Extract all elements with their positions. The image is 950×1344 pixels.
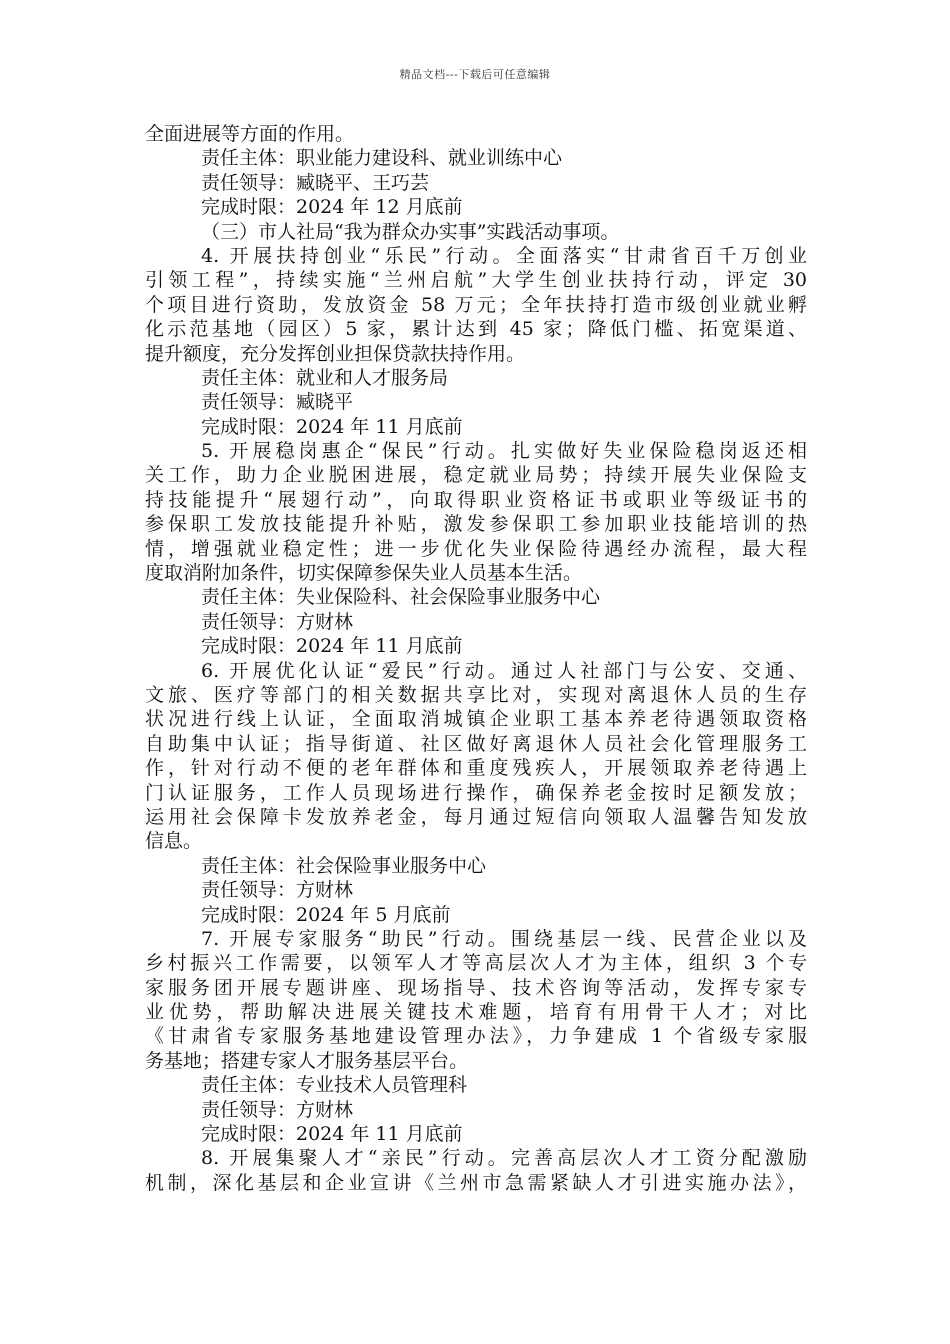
text-line: 责任主体：专业技术人员管理科 — [201, 1074, 468, 1097]
text-line: 5. 开展稳岗惠企“保民”行动。扎实做好失业保险稳岗返还相 — [201, 440, 807, 463]
text-line: 文旅、医疗等部门的相关数据共享比对，实现对离退休人员的生存 — [145, 683, 807, 706]
text-line: 8. 开展集聚人才“亲民”行动。完善高层次人才工资分配激励 — [201, 1147, 807, 1170]
text-line: 状况进行线上认证，全面取消城镇企业职工基本养老待遇领取资格 — [145, 708, 807, 731]
text-line: 务基地；搭建专家人才服务基层平台。 — [145, 1049, 469, 1072]
text-line: 责任主体：失业保险科、社会保险事业服务中心 — [201, 586, 601, 609]
text-line: 完成时限：2024 年 12 月底前 — [201, 196, 463, 219]
text-line: 度取消附加条件，切实保障参保失业人员基本生活。 — [145, 562, 583, 585]
text-line: 家服务团开展专题讲座、现场指导、技术咨询等活动，发挥专家专 — [145, 976, 807, 999]
text-line: 乡村振兴工作需要，以领军人才等高层次人才为主体，组织 3 个专 — [145, 952, 807, 975]
text-line: 自助集中认证；指导街道、社区做好离退休人员社会化管理服务工 — [145, 732, 807, 755]
text-line: 机制，深化基层和企业宣讲《兰州市急需紧缺人才引进实施办法》， — [145, 1171, 807, 1194]
text-line: 6. 开展优化认证“爱民”行动。通过人社部门与公安、交通、 — [201, 659, 807, 682]
text-line: 4. 开展扶持创业“乐民”行动。全面落实“甘肃省百千万创业 — [201, 244, 807, 267]
text-line: 完成时限：2024 年 5 月底前 — [201, 903, 451, 926]
text-line: 提升额度，充分发挥创业担保贷款扶持作用。 — [145, 342, 526, 365]
text-line: 《甘肃省专家服务基地建设管理办法》，力争建成 1 个省级专家服 — [145, 1025, 807, 1048]
text-line: 运用社会保障卡发放养老金，每月通过短信向领取人温馨告知发放 — [145, 805, 807, 828]
text-line: 信息。 — [145, 830, 203, 853]
text-line: 责任领导：方财林 — [201, 610, 354, 633]
text-line: 责任主体：社会保险事业服务中心 — [201, 854, 487, 877]
text-line: 引领工程”，持续实施“兰州启航”大学生创业扶持行动，评定 30 — [145, 269, 807, 292]
text-line: 化示范基地（园区）5 家，累计达到 45 家；降低门槛、拓宽渠道、 — [145, 318, 807, 341]
text-line: 作，针对行动不便的老年群体和重度残疾人，开展领取养老待遇上 — [145, 757, 807, 780]
text-line: 完成时限：2024 年 11 月底前 — [201, 1123, 463, 1146]
text-line: 责任主体：就业和人才服务局 — [201, 366, 449, 389]
text-line: 业优势，帮助解决进展关键技术难题，培育有用骨干人才；对比 — [145, 1001, 807, 1024]
text-line: 责任领导：臧晓平、王巧芸 — [201, 171, 430, 194]
text-line: 责任领导：方财林 — [201, 879, 354, 902]
text-line: 门认证服务，工作人员现场进行操作，确保养老金按时足额发放； — [145, 781, 807, 804]
text-line: 个项目进行资助，发放资金 58 万元；全年扶持打造市级创业就业孵 — [145, 293, 807, 316]
text-line: 责任主体：职业能力建设科、就业训练中心 — [201, 147, 563, 170]
document-body — [145, 122, 807, 1195]
text-line: （三）市人社局“我为群众办实事”实践活动事项。 — [201, 220, 620, 243]
page-header: 精品文档---下载后可任意编辑 — [399, 68, 551, 81]
text-line: 持技能提升“展翅行动”，向取得职业资格证书或职业等级证书的 — [145, 488, 807, 511]
text-line: 全面进展等方面的作用。 — [145, 123, 355, 145]
text-line: 责任领导：方财林 — [201, 1098, 354, 1121]
text-line: 责任领导：臧晓平 — [201, 391, 354, 414]
text-line: 完成时限：2024 年 11 月底前 — [201, 415, 463, 438]
text-line: 7. 开展专家服务“助民”行动。围绕基层一线、民营企业以及 — [201, 927, 807, 950]
text-line: 情，增强就业稳定性；进一步优化失业保险待遇经办流程，最大程 — [145, 537, 807, 560]
text-line: 完成时限：2024 年 11 月底前 — [201, 635, 463, 658]
text-line: 关工作，助力企业脱困进展，稳定就业局势；持续开展失业保险支 — [145, 464, 807, 487]
text-line: 参保职工发放技能提升补贴，激发参保职工参加职业技能培训的热 — [145, 513, 807, 536]
